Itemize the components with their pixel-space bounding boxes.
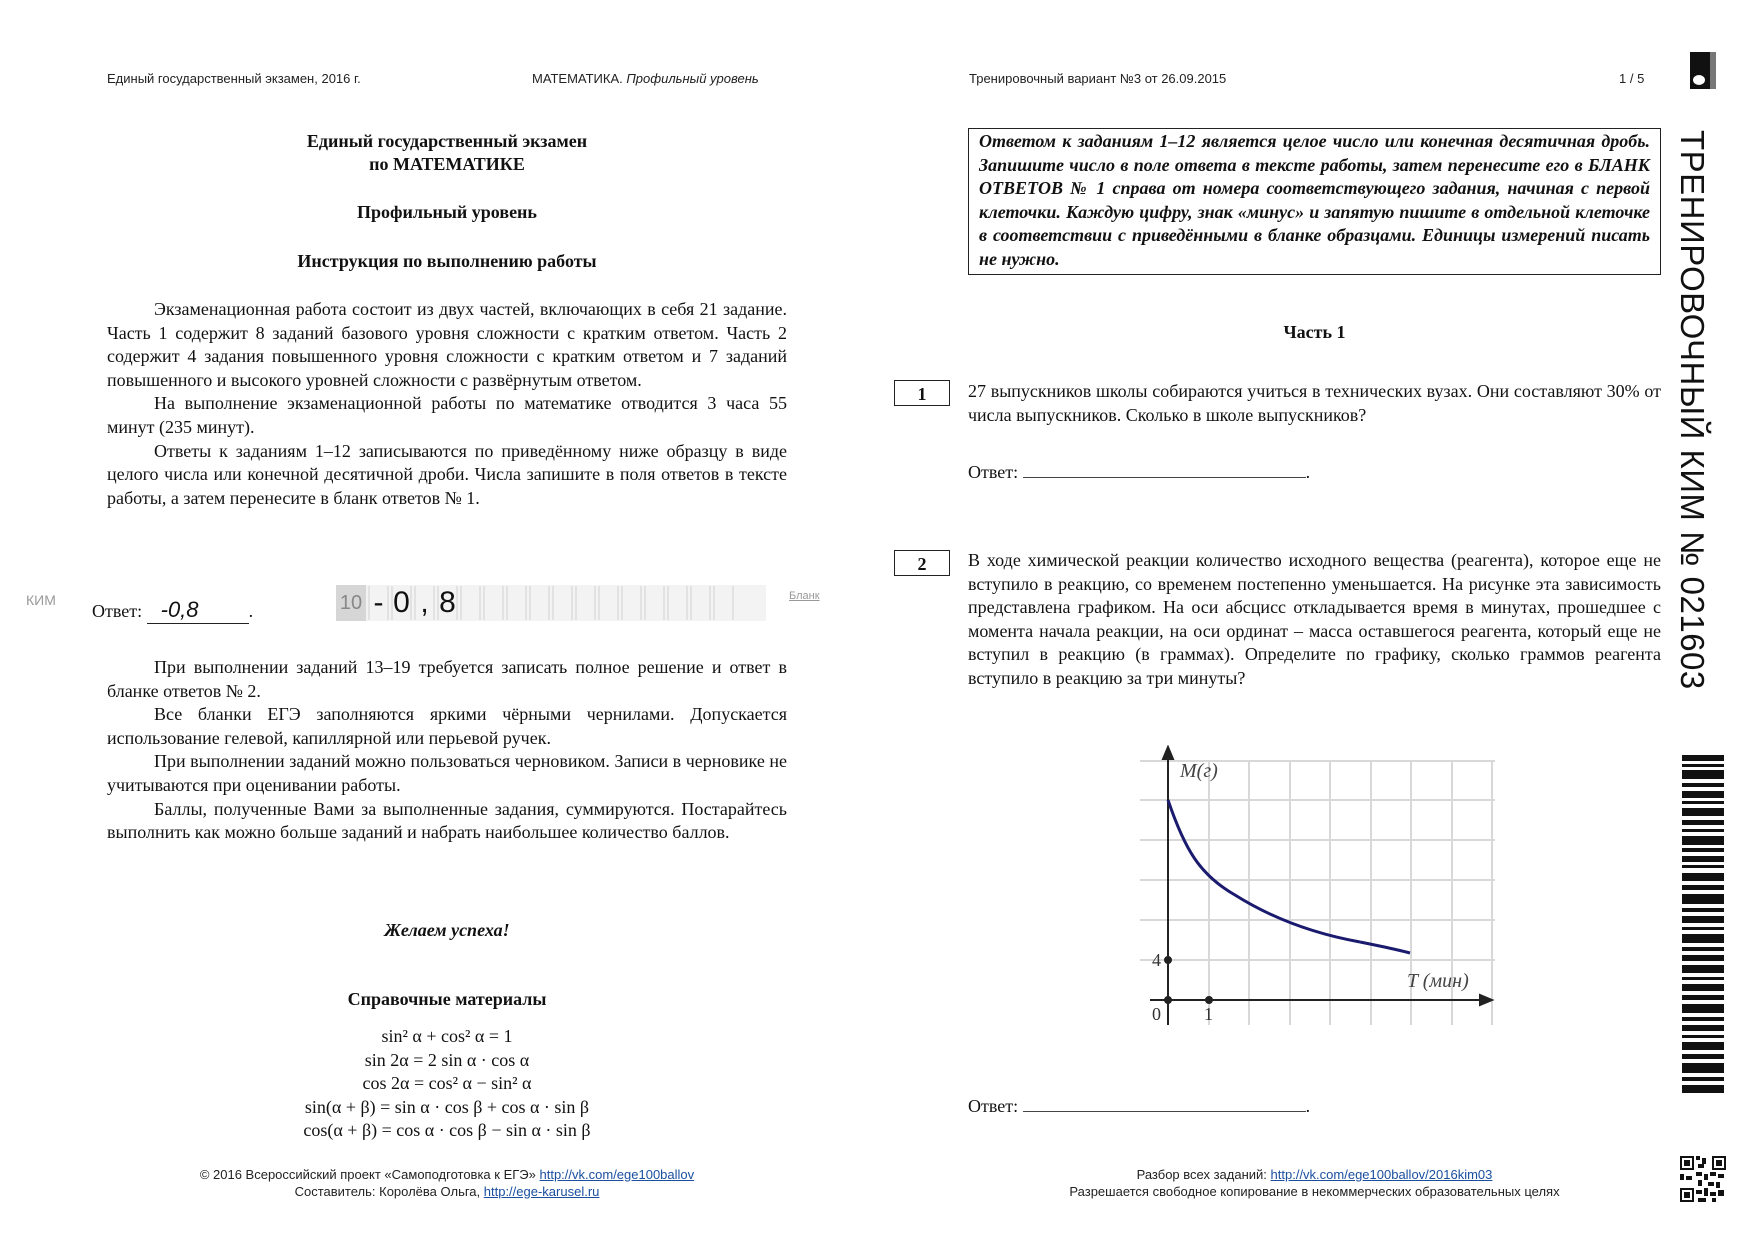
doc-title-line2: по МАТЕМАТИКЕ bbox=[369, 154, 525, 174]
license-text: Разрешается свободное копирование в некоммерческих образовательных целях bbox=[1069, 1184, 1560, 1199]
graph-curve-tail bbox=[1360, 942, 1410, 953]
sample-cell bbox=[575, 586, 596, 620]
vertical-kim-title-text: ТРЕНИРОВОЧНЫЙ КИМ № 021603 bbox=[1674, 130, 1711, 690]
sample-cell bbox=[690, 586, 711, 620]
paragraph: Ответы к заданиям 1–12 записываются по приведённому ниже образцу в виде целого числа или конечной десятичной дроби. Числа запишите в поля ответов в тексте работы, а затем перенесите в бланк ответов № 1. bbox=[107, 440, 787, 508]
reaction-mass-graph bbox=[1140, 745, 1500, 1030]
y-axis-label: M(г) bbox=[1180, 760, 1218, 782]
vertical-kim-title bbox=[1657, 130, 1727, 730]
sample-cell bbox=[529, 586, 550, 620]
formula: sin(α + β) = sin α · cos β + cos α · sin β bbox=[304, 1096, 590, 1117]
instruction-title: Инструкция по выполнению работы bbox=[297, 251, 597, 271]
x-tick-label: 1 bbox=[1204, 1004, 1213, 1024]
paragraph: Баллы, полученные Вами за выполненные задания, суммируются. Постарайтесь выполнить как можно больше заданий и набрать наибольшее количество баллов. bbox=[107, 798, 787, 843]
sample-answer-label: Ответ: bbox=[92, 601, 143, 621]
paragraph: При выполнении заданий 13–19 требуется записать полное решение и ответ в бланке ответов № 2. bbox=[107, 657, 787, 701]
right-footer bbox=[968, 1166, 1661, 1200]
answer-label: Ответ: bbox=[968, 462, 1019, 482]
task-1-text: 27 выпускников школы собираются учиться в технических вузах. Они составляют 30% от числа выпускников. Сколько в школе выпускников? bbox=[968, 381, 1661, 425]
sample-cell bbox=[598, 586, 619, 620]
sample-answer-end: . bbox=[248, 601, 254, 621]
sample-cell bbox=[552, 586, 573, 620]
wish-text: Желаем успеха! bbox=[384, 920, 510, 940]
sample-cell bbox=[621, 586, 642, 620]
x-axis-label: T (мин) bbox=[1407, 970, 1469, 992]
analysis-label: Разбор всех заданий: bbox=[1136, 1167, 1267, 1182]
task-2-answer-field[interactable] bbox=[1023, 1093, 1306, 1112]
paragraph: На выполнение экзаменационной работы по математике отводится 3 часа 55 минут (235 минут). bbox=[107, 393, 787, 437]
formula: sin² α + cos² α = 1 bbox=[381, 1026, 513, 1046]
part-title: Часть 1 bbox=[1283, 322, 1346, 342]
task-number-box: 2 bbox=[894, 550, 950, 576]
sample-id-cell: 10 bbox=[336, 585, 366, 621]
sample-cell bbox=[460, 586, 481, 620]
task-number-box: 1 bbox=[894, 380, 950, 406]
sample-cell bbox=[483, 586, 504, 620]
sample-cell bbox=[667, 586, 688, 620]
answer-end: . bbox=[1305, 462, 1311, 482]
instruction-paragraphs-top bbox=[107, 298, 787, 510]
sample-cell: - bbox=[368, 586, 389, 620]
sample-cell: 8 bbox=[437, 586, 458, 620]
left-footer bbox=[107, 1166, 787, 1200]
task-2-answer bbox=[968, 1093, 1310, 1117]
sample-cell bbox=[644, 586, 665, 620]
paragraph: Экзаменационная работа состоит из двух частей, включающих в себя 21 задание. Часть 1 содержит 8 заданий базового уровня сложности с кратким ответом. Часть 2 содержит 4 задания повышенного уровня сложности с кратким ответом и 7 заданий повышенного и высокого уровней сложности с развёрнутым ответом. bbox=[107, 299, 787, 390]
sample-cell bbox=[713, 586, 734, 620]
doc-title bbox=[107, 130, 787, 176]
x-tick-origin: 0 bbox=[1152, 1004, 1161, 1024]
reference-title: Справочные материалы bbox=[347, 989, 547, 1009]
blank-label: Бланк bbox=[789, 590, 820, 602]
sample-answer-value: -0,8 bbox=[147, 597, 249, 624]
header-subject bbox=[532, 71, 759, 86]
paragraph: Все бланки ЕГЭ заполняются яркими чёрными чернилами. Допускается использование гелевой, капиллярной или перьевой ручек. bbox=[107, 704, 787, 748]
answer-label: Ответ: bbox=[968, 1096, 1019, 1116]
sample-cell bbox=[506, 586, 527, 620]
sample-cell: , bbox=[414, 586, 435, 620]
answer-end: . bbox=[1305, 1096, 1311, 1116]
instruction-paragraphs-bottom bbox=[107, 656, 787, 845]
author-link[interactable]: http://ege-karusel.ru bbox=[483, 1184, 600, 1199]
formula: cos 2α = cos² α − sin² α bbox=[362, 1073, 532, 1093]
formula-list bbox=[107, 1025, 787, 1143]
qr-code-icon bbox=[1680, 1156, 1726, 1202]
header-subject-name: МАТЕМАТИКА. bbox=[532, 71, 623, 86]
header-variant: Тренировочный вариант №3 от 26.09.2015 bbox=[969, 71, 1227, 86]
formula: sin 2α = 2 sin α · cos α bbox=[364, 1049, 530, 1070]
level-title: Профильный уровень bbox=[357, 202, 537, 222]
copyright-link[interactable]: http://vk.com/ege100ballov bbox=[539, 1167, 695, 1182]
header-level: Профильный уровень bbox=[626, 71, 759, 86]
y-tick-label: 4 bbox=[1152, 950, 1161, 970]
formula: cos(α + β) = cos α · cos β − sin α · sin β bbox=[303, 1120, 591, 1140]
task-1-answer-field[interactable] bbox=[1023, 459, 1306, 478]
copyright-text: © 2016 Всероссийский проект «Самоподготовка к ЕГЭ» bbox=[199, 1167, 536, 1182]
sample-cell: 0 bbox=[391, 586, 412, 620]
paragraph: При выполнении заданий можно пользоваться черновиком. Записи в черновике не учитываются при оценивании работы. bbox=[107, 751, 787, 795]
task-2-text: В ходе химической реакции количество исходного вещества (реагента), которое еще не вступило в реакцию, со временем постепенно уменьшается. На рисунке эта зависимость представлена графиком. На оси абсцисс откладывается время в минутах, прошедшее с момента начала реакции, на оси ординат – масса оставшегося реагента, который еще не вступил в реакцию (в граммах). Определите по графику, сколько граммов реагента вступило в реакцию за три минуты? bbox=[968, 550, 1661, 688]
answer-instructions-box: Ответом к заданиям 1–12 является целое число или конечная десятичная дробь. Запишите число в поле ответа в тексте работы, затем перенесите его в БЛАНК ОТВЕТОВ № 1 справа от номера соответствующего задания, начиная с первой клеточки. Каждую цифру, знак «минус» и запятую пишите в отдельной клеточке в соответствии с приведёнными в бланке образцами. Единицы измерений писать не нужно. bbox=[968, 128, 1661, 275]
page-number: 1 / 5 bbox=[1619, 71, 1645, 86]
sample-answer-form bbox=[336, 585, 766, 621]
doc-title-line1: Единый государственный экзамен bbox=[306, 131, 588, 151]
analysis-link[interactable]: http://vk.com/ege100ballov/2016kim03 bbox=[1270, 1167, 1493, 1182]
corner-marker-bar bbox=[1710, 52, 1716, 89]
author-text: Составитель: Королёва Ольга, bbox=[294, 1184, 481, 1199]
kim-label: КИМ bbox=[26, 592, 56, 608]
sample-answer bbox=[92, 597, 253, 624]
barcode-icon bbox=[1682, 751, 1724, 1101]
header-exam-name: Единый государственный экзамен, 2016 г. bbox=[107, 71, 361, 86]
task-1-answer bbox=[968, 459, 1310, 483]
